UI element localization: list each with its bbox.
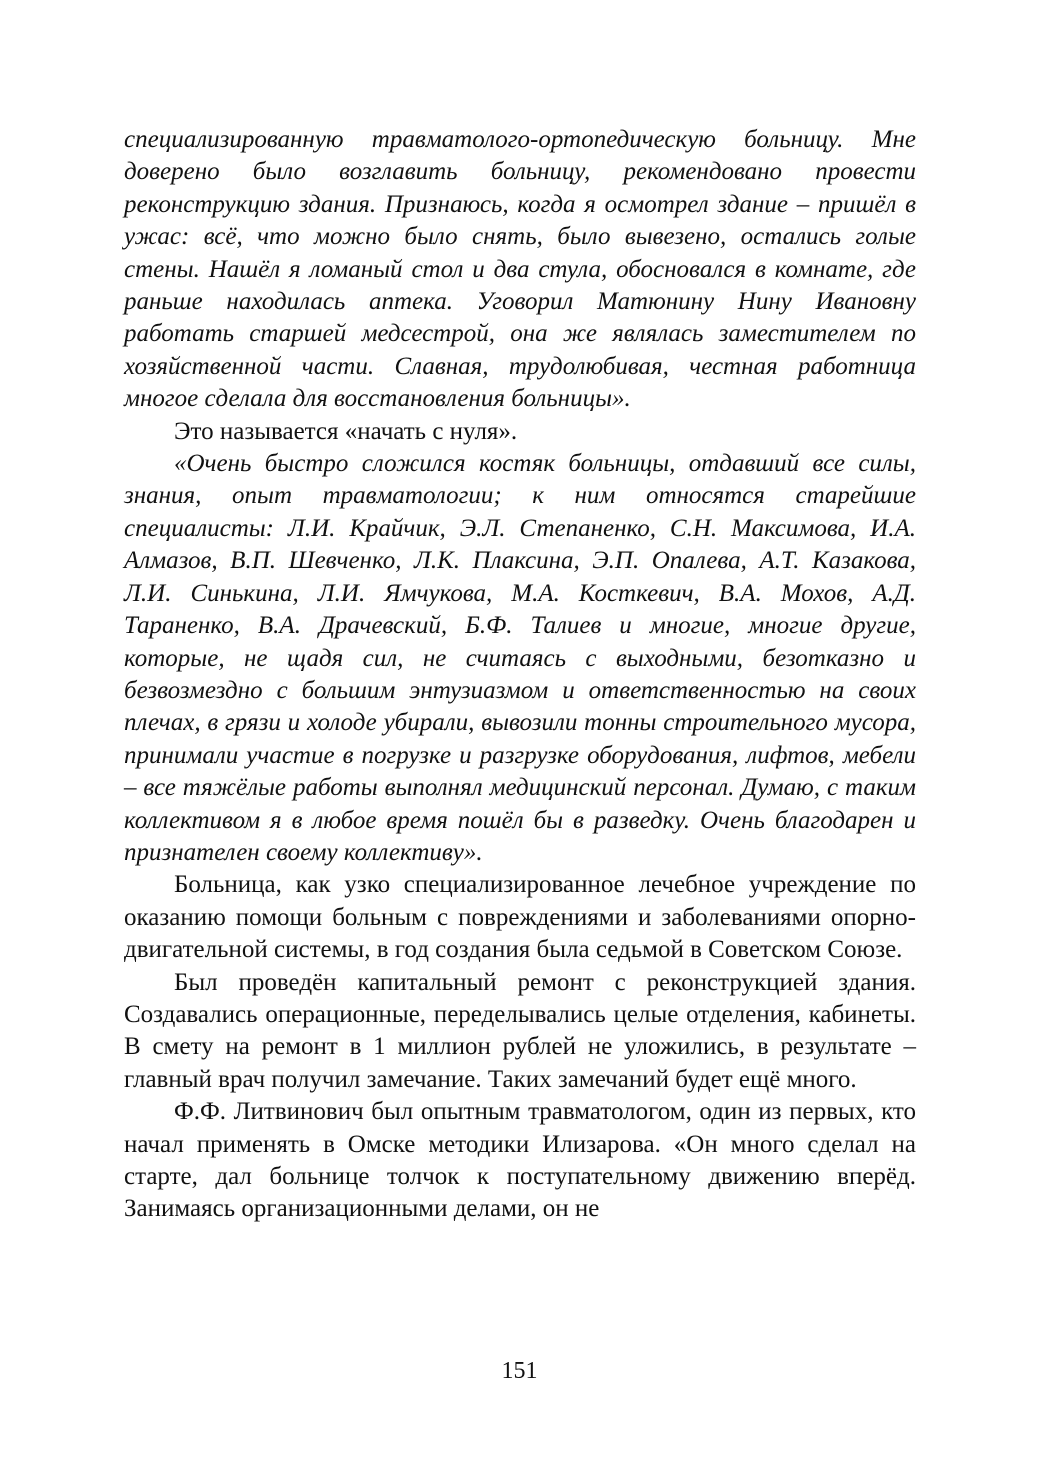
- paragraph-quote-hospital-reconstruction: специализированную травматолого-ортопедическую больницу. Мне доверено было возглавить больницу, рекомендовано провести реконструкцию здания. Признаюсь, когда я осмотрел здание – пришёл в ужас: всё, что можно было снять, было вывезено, остались голые стены. Нашёл я ломаный стол и два стула, обосновался в комнате, где раньше находилась аптека. Уговорил Матюнину Нину Ивановну работать старшей медсестрой, она же являлась заместителем по хозяйственной части. Славная, трудолюбивая, честная работница многое сделала для восстановления больницы».: [124, 126, 916, 413]
- body-text: [124, 124, 916, 1226]
- paragraph-start-from-zero: Это называется «начать с нуля».: [174, 417, 518, 445]
- paragraph-litvinovich: Ф.Ф. Литвинович был опытным травматологом, один из первых, кто начал применять в Омске методики Илизарова. «Он много сделал на старте, дал больнице толчок к поступательному движению вперёд. Занимаясь организационными делами, он не: [124, 1098, 916, 1223]
- paragraph-quote-staff-core: «Очень быстро сложился костяк больницы, отдавший все силы, знания, опыт травматологии; к ним относятся старейшие специалисты: Л.И. Крайчик, Э.Л. Степаненко, С.Н. Максимова, И.А. Алмазов, В.П. Шевченко, Л.К. Плаксина, Э.П. Опалева, А.Т. Казакова, Л.И. Синькина, Л.И. Ямчукова, М.А. Косткевич, В.А. Мохов, А.Д. Тараненко, В.А. Драчевский, Б.Ф. Талиев и многие, многие другие, которые, не щадя сил, не считаясь с выходными, безотказно и безвозмездно с большим энтузиазмом и ответственностью на своих плечах, в грязи и холоде убирали, вывозили тонны строительного мусора, принимали участие в погрузке и разгрузке оборудования, лифтов, мебели – все тяжёлые работы выполнял медицинский персонал. Думаю, с таким коллективом я в любое время пошёл бы в разведку. Очень благодарен и признателен своему коллективу».: [124, 450, 916, 866]
- page-number: 151: [501, 1358, 538, 1384]
- paragraph-capital-repair: Был проведён капитальный ремонт с реконструкцией здания. Создавались операционные, переделывались целые отделения, кабинеты. В смету на ремонт в 1 миллион рублей не уложились, в результате – главный врач получил замечание. Таких замечаний будет ещё много.: [124, 968, 916, 1093]
- paragraph-hospital-specialization: Больница, как узко специализированное лечебное учреждение по оказанию помощи больным с повреждениями и заболеваниями опорно-двигательной системы, в год создания была седьмой в Советском Союзе.: [124, 871, 916, 964]
